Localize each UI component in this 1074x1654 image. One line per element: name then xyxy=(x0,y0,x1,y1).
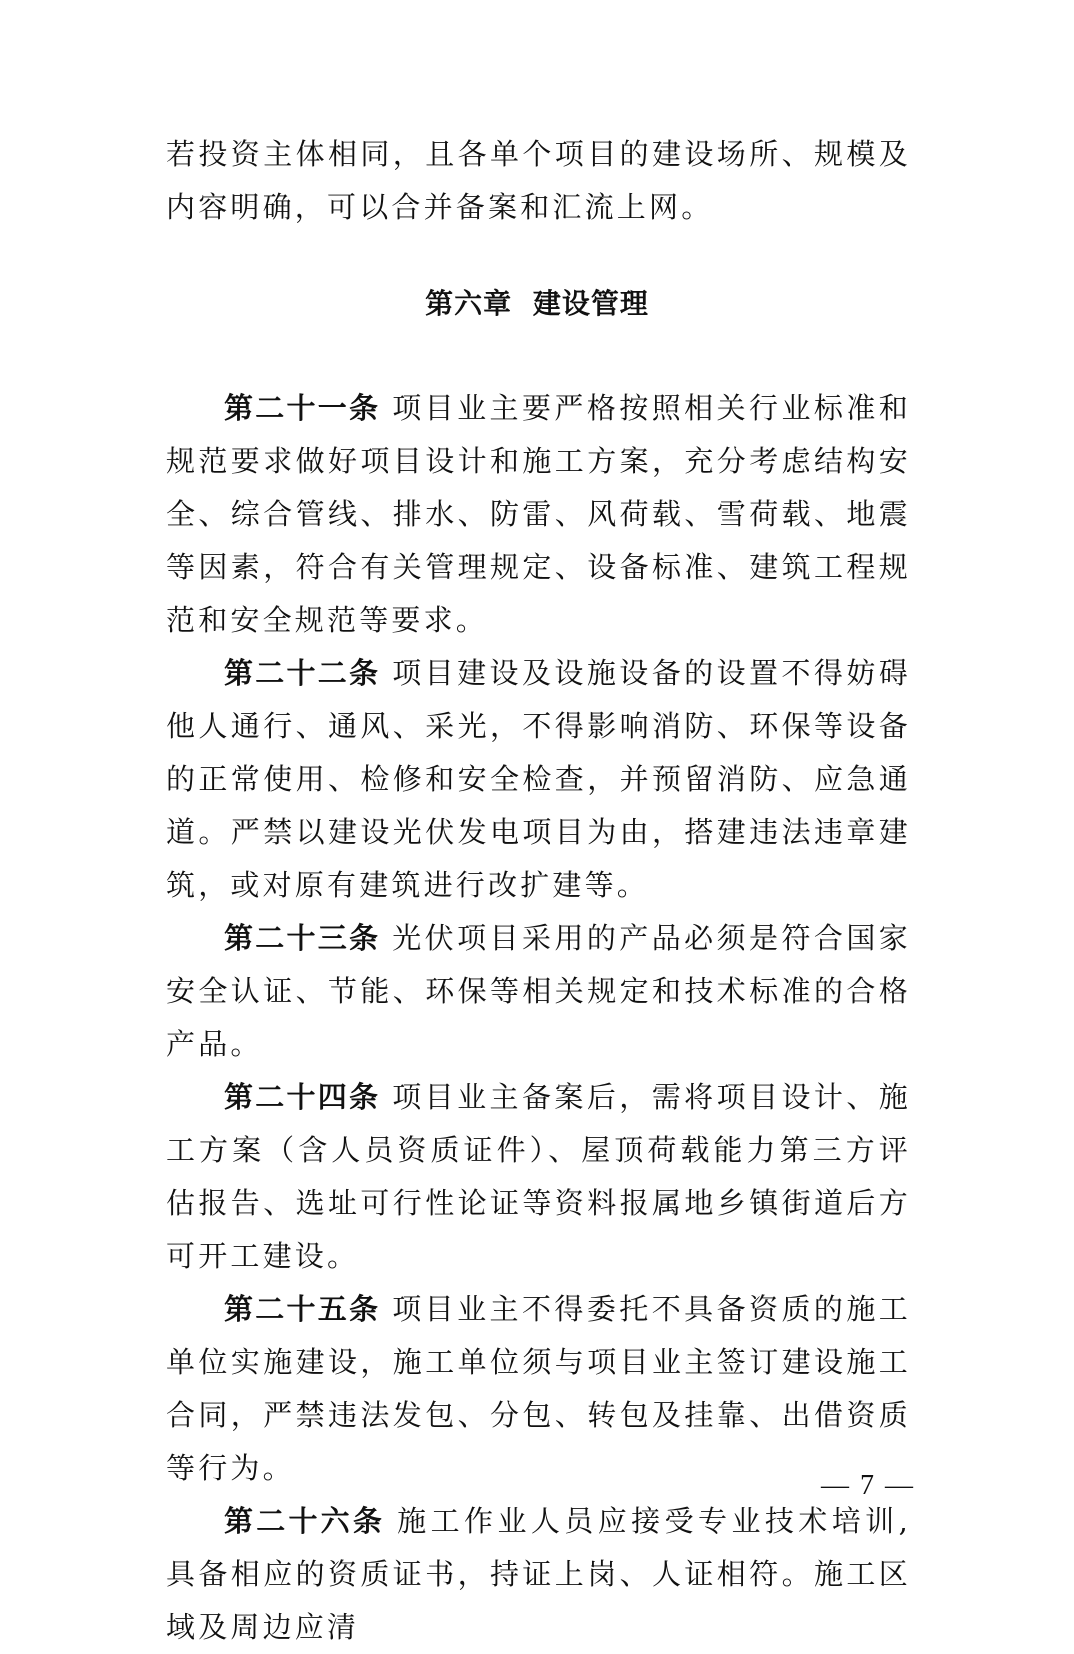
article-text: 项目业主要严格按照相关行业标准和规范要求做好项目设计和施工方案，充分考虑结构安全、综合管线、排水、防雷、风荷载、雪荷载、地震等因素，符合有关管理规定、设备标准、建筑工程规范和安全规范等要求。 xyxy=(166,391,911,637)
article-text: 项目业主备案后，需将项目设计、施工方案（含人员资质证件）、屋顶荷载能力第三方评估报告、选址可行性论证等资料报属地乡镇街道后方可开工建设。 xyxy=(166,1080,911,1273)
articles-block xyxy=(166,382,911,1654)
chapter-title: 第六章 建设管理 xyxy=(425,287,649,320)
article-text: 项目业主不得委托不具备资质的施工单位实施建设，施工单位须与项目业主签订建设施工合同，严禁违法发包、分包、转包及挂靠、出借资质等行为。 xyxy=(166,1292,911,1485)
article-24 xyxy=(166,1071,911,1283)
article-21 xyxy=(166,382,911,647)
article-number: 第二十四条 xyxy=(224,1080,381,1114)
article-text: 施工作业人员应接受专业技术培训,具备相应的资质证书，持证上岗、人证相符。施工区域及周边应清 xyxy=(166,1504,911,1644)
page-number: — 7 — xyxy=(821,1470,915,1501)
article-number: 第二十一条 xyxy=(224,391,381,425)
article-number: 第二十二条 xyxy=(224,656,381,690)
article-number: 第二十五条 xyxy=(224,1292,381,1326)
article-26 xyxy=(166,1495,911,1654)
intro-block xyxy=(166,128,911,234)
article-25 xyxy=(166,1283,911,1495)
article-23 xyxy=(166,912,911,1071)
article-number: 第二十三条 xyxy=(224,921,381,955)
article-22 xyxy=(166,647,911,912)
article-text: 光伏项目采用的产品必须是符合国家安全认证、节能、环保等相关规定和技术标准的合格产品。 xyxy=(166,921,911,1061)
article-text: 项目建设及设施设备的设置不得妨碍他人通行、通风、采光，不得影响消防、环保等设备的正常使用、检修和安全检查，并预留消防、应急通道。严禁以建设光伏发电项目为由，搭建违法违章建筑，或对原有建筑进行改扩建等。 xyxy=(166,656,911,902)
intro-paragraph: 若投资主体相同，且各单个项目的建设场所、规模及内容明确，可以合并备案和汇流上网。 xyxy=(166,137,911,224)
article-number: 第二十六条 xyxy=(224,1504,386,1538)
